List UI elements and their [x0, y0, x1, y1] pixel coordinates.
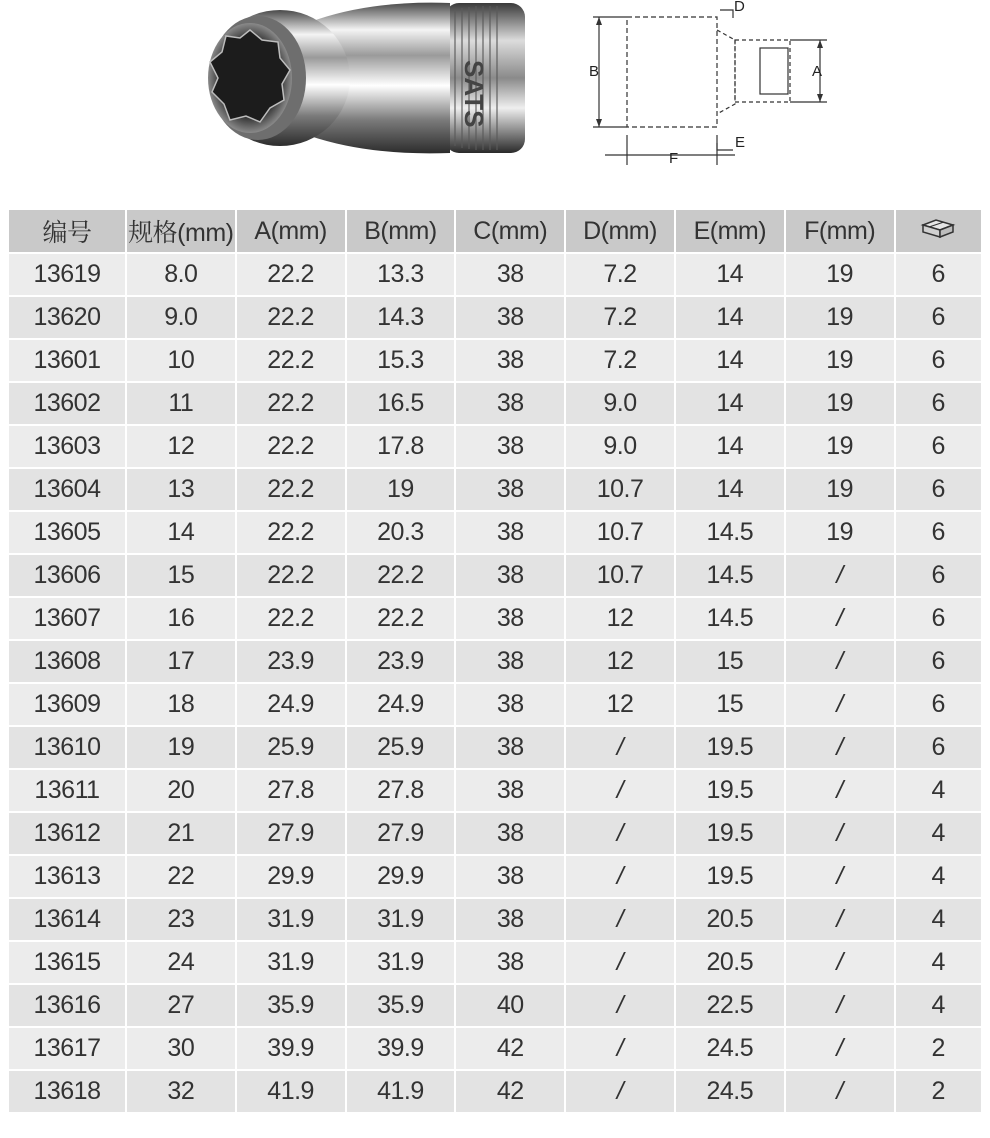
cell-f: /	[786, 985, 894, 1026]
cell-size: 23	[127, 899, 235, 940]
cell-a: 29.9	[237, 856, 345, 897]
cell-part-number: 13616	[9, 985, 125, 1026]
cell-c: 38	[456, 856, 564, 897]
cell-package-qty: 6	[896, 684, 981, 725]
cell-a: 23.9	[237, 641, 345, 682]
cell-package-qty: 4	[896, 985, 981, 1026]
table-row	[9, 856, 981, 897]
cell-a: 39.9	[237, 1028, 345, 1069]
cell-size: 14	[127, 512, 235, 553]
cell-a: 22.2	[237, 254, 345, 295]
cell-package-qty: 4	[896, 856, 981, 897]
cell-b: 27.9	[347, 813, 455, 854]
cell-part-number: 13611	[9, 770, 125, 811]
cell-size: 19	[127, 727, 235, 768]
cell-size: 30	[127, 1028, 235, 1069]
cell-e: 19.5	[676, 856, 784, 897]
cell-b: 15.3	[347, 340, 455, 381]
table-row	[9, 383, 981, 424]
cell-e: 15	[676, 641, 784, 682]
table-row	[9, 297, 981, 338]
cell-size: 10	[127, 340, 235, 381]
table-header-row	[9, 210, 981, 252]
cell-f: 19	[786, 469, 894, 510]
table-row	[9, 512, 981, 553]
cell-d: 7.2	[566, 254, 674, 295]
cell-part-number: 13618	[9, 1071, 125, 1112]
header-e: E(mm)	[676, 210, 784, 252]
cell-c: 40	[456, 985, 564, 1026]
cell-d: 9.0	[566, 426, 674, 467]
cell-part-number: 13601	[9, 340, 125, 381]
cell-c: 38	[456, 684, 564, 725]
cell-c: 38	[456, 641, 564, 682]
cell-size: 9.0	[127, 297, 235, 338]
cell-d: 12	[566, 684, 674, 725]
cell-c: 38	[456, 512, 564, 553]
cell-package-qty: 6	[896, 426, 981, 467]
dim-label-d: D	[734, 0, 745, 15]
cell-c: 38	[456, 555, 564, 596]
cell-f: 19	[786, 383, 894, 424]
cell-part-number: 13615	[9, 942, 125, 983]
cell-d: 7.2	[566, 340, 674, 381]
cell-a: 22.2	[237, 598, 345, 639]
cell-b: 29.9	[347, 856, 455, 897]
cell-part-number: 13619	[9, 254, 125, 295]
cell-a: 31.9	[237, 899, 345, 940]
cell-b: 23.9	[347, 641, 455, 682]
cell-f: /	[786, 1028, 894, 1069]
cell-package-qty: 6	[896, 555, 981, 596]
cell-e: 20.5	[676, 899, 784, 940]
cell-e: 14	[676, 297, 784, 338]
cell-e: 19.5	[676, 813, 784, 854]
header-package-qty	[896, 210, 981, 252]
table-row	[9, 813, 981, 854]
cell-f: 19	[786, 340, 894, 381]
cell-size: 12	[127, 426, 235, 467]
table-row	[9, 770, 981, 811]
cell-c: 42	[456, 1028, 564, 1069]
cell-f: /	[786, 598, 894, 639]
cell-f: /	[786, 1071, 894, 1112]
cell-e: 22.5	[676, 985, 784, 1026]
table-row	[9, 426, 981, 467]
table-row	[9, 1071, 981, 1112]
cell-f: /	[786, 727, 894, 768]
cell-package-qty: 4	[896, 813, 981, 854]
cell-package-qty: 6	[896, 297, 981, 338]
cell-e: 14	[676, 340, 784, 381]
cell-f: 19	[786, 297, 894, 338]
cell-f: /	[786, 813, 894, 854]
svg-text:SATS: SATS	[459, 60, 489, 128]
cell-part-number: 13620	[9, 297, 125, 338]
socket-product-image	[190, 0, 530, 160]
cell-d: /	[566, 1071, 674, 1112]
cell-a: 25.9	[237, 727, 345, 768]
header-part-number: 编号	[9, 210, 125, 252]
cell-b: 25.9	[347, 727, 455, 768]
cell-e: 14.5	[676, 598, 784, 639]
cell-c: 38	[456, 899, 564, 940]
cell-part-number: 13605	[9, 512, 125, 553]
cell-size: 20	[127, 770, 235, 811]
cell-b: 31.9	[347, 899, 455, 940]
cell-b: 13.3	[347, 254, 455, 295]
cell-part-number: 13612	[9, 813, 125, 854]
cell-package-qty: 4	[896, 770, 981, 811]
cell-b: 16.5	[347, 383, 455, 424]
cell-c: 38	[456, 254, 564, 295]
cell-d: /	[566, 770, 674, 811]
cell-size: 24	[127, 942, 235, 983]
cell-a: 22.2	[237, 555, 345, 596]
cell-e: 14.5	[676, 512, 784, 553]
cell-size: 11	[127, 383, 235, 424]
table-row	[9, 598, 981, 639]
table-row	[9, 1028, 981, 1069]
cell-c: 38	[456, 598, 564, 639]
cell-e: 14.5	[676, 555, 784, 596]
cell-package-qty: 2	[896, 1028, 981, 1069]
cell-a: 22.2	[237, 340, 345, 381]
cell-a: 22.2	[237, 469, 345, 510]
cell-a: 35.9	[237, 985, 345, 1026]
cell-part-number: 13613	[9, 856, 125, 897]
cell-f: 19	[786, 426, 894, 467]
cell-a: 22.2	[237, 426, 345, 467]
table-row	[9, 985, 981, 1026]
cell-part-number: 13604	[9, 469, 125, 510]
cell-package-qty: 4	[896, 899, 981, 940]
cell-d: 7.2	[566, 297, 674, 338]
socket-spec-table	[7, 208, 983, 1114]
cell-c: 38	[456, 727, 564, 768]
cell-f: 19	[786, 254, 894, 295]
cell-part-number: 13608	[9, 641, 125, 682]
header-f: F(mm)	[786, 210, 894, 252]
cell-c: 38	[456, 297, 564, 338]
cell-e: 24.5	[676, 1071, 784, 1112]
package-box-icon	[920, 217, 956, 239]
header-b: B(mm)	[347, 210, 455, 252]
cell-b: 27.8	[347, 770, 455, 811]
cell-d: 10.7	[566, 512, 674, 553]
cell-c: 38	[456, 469, 564, 510]
cell-e: 20.5	[676, 942, 784, 983]
cell-size: 16	[127, 598, 235, 639]
cell-package-qty: 2	[896, 1071, 981, 1112]
cell-f: /	[786, 555, 894, 596]
cell-size: 13	[127, 469, 235, 510]
cell-package-qty: 4	[896, 942, 981, 983]
cell-e: 14	[676, 254, 784, 295]
cell-d: /	[566, 1028, 674, 1069]
cell-size: 21	[127, 813, 235, 854]
cell-a: 27.9	[237, 813, 345, 854]
cell-d: /	[566, 985, 674, 1026]
cell-size: 17	[127, 641, 235, 682]
cell-a: 22.2	[237, 297, 345, 338]
cell-part-number: 13614	[9, 899, 125, 940]
dim-label-e: E	[735, 134, 746, 151]
table-row	[9, 727, 981, 768]
cell-b: 35.9	[347, 985, 455, 1026]
cell-d: /	[566, 856, 674, 897]
cell-c: 38	[456, 770, 564, 811]
header-size: 规格(mm)	[127, 210, 235, 252]
cell-d: 12	[566, 598, 674, 639]
cell-e: 24.5	[676, 1028, 784, 1069]
cell-part-number: 13607	[9, 598, 125, 639]
header-a: A(mm)	[237, 210, 345, 252]
cell-package-qty: 6	[896, 727, 981, 768]
cell-size: 15	[127, 555, 235, 596]
cell-part-number: 13617	[9, 1028, 125, 1069]
cell-f: /	[786, 899, 894, 940]
cell-size: 18	[127, 684, 235, 725]
cell-b: 20.3	[347, 512, 455, 553]
cell-part-number: 13606	[9, 555, 125, 596]
cell-e: 19.5	[676, 770, 784, 811]
table-row	[9, 899, 981, 940]
cell-package-qty: 6	[896, 469, 981, 510]
cell-b: 22.2	[347, 598, 455, 639]
cell-part-number: 13603	[9, 426, 125, 467]
cell-size: 22	[127, 856, 235, 897]
cell-c: 38	[456, 426, 564, 467]
table-row	[9, 942, 981, 983]
cell-c: 38	[456, 340, 564, 381]
cell-package-qty: 6	[896, 512, 981, 553]
cell-package-qty: 6	[896, 598, 981, 639]
cell-b: 24.9	[347, 684, 455, 725]
table-row	[9, 254, 981, 295]
cell-b: 14.3	[347, 297, 455, 338]
cell-f: 19	[786, 512, 894, 553]
cell-package-qty: 6	[896, 340, 981, 381]
cell-a: 22.2	[237, 383, 345, 424]
cell-a: 27.8	[237, 770, 345, 811]
table-row	[9, 684, 981, 725]
cell-d: 12	[566, 641, 674, 682]
cell-b: 41.9	[347, 1071, 455, 1112]
table-row	[9, 555, 981, 596]
product-header	[0, 0, 990, 205]
dim-label-f: F	[669, 150, 679, 167]
cell-f: /	[786, 684, 894, 725]
dimension-diagram	[585, 0, 835, 175]
cell-e: 14	[676, 469, 784, 510]
cell-size: 32	[127, 1071, 235, 1112]
cell-c: 38	[456, 813, 564, 854]
header-d: D(mm)	[566, 210, 674, 252]
cell-e: 15	[676, 684, 784, 725]
cell-part-number: 13602	[9, 383, 125, 424]
cell-package-qty: 6	[896, 254, 981, 295]
cell-e: 19.5	[676, 727, 784, 768]
cell-e: 14	[676, 426, 784, 467]
cell-d: /	[566, 727, 674, 768]
cell-b: 39.9	[347, 1028, 455, 1069]
dim-label-b: B	[589, 63, 600, 80]
cell-d: 10.7	[566, 469, 674, 510]
cell-c: 38	[456, 383, 564, 424]
cell-b: 22.2	[347, 555, 455, 596]
cell-size: 27	[127, 985, 235, 1026]
header-c: C(mm)	[456, 210, 564, 252]
cell-package-qty: 6	[896, 641, 981, 682]
cell-f: /	[786, 641, 894, 682]
cell-part-number: 13609	[9, 684, 125, 725]
cell-b: 31.9	[347, 942, 455, 983]
table-row	[9, 641, 981, 682]
dim-label-a: A	[812, 63, 823, 80]
cell-a: 24.9	[237, 684, 345, 725]
cell-d: 9.0	[566, 383, 674, 424]
cell-f: /	[786, 856, 894, 897]
cell-d: /	[566, 813, 674, 854]
cell-a: 41.9	[237, 1071, 345, 1112]
table-row	[9, 340, 981, 381]
cell-size: 8.0	[127, 254, 235, 295]
cell-c: 38	[456, 942, 564, 983]
cell-d: /	[566, 942, 674, 983]
cell-d: 10.7	[566, 555, 674, 596]
cell-c: 42	[456, 1071, 564, 1112]
cell-b: 19	[347, 469, 455, 510]
cell-a: 22.2	[237, 512, 345, 553]
cell-e: 14	[676, 383, 784, 424]
cell-b: 17.8	[347, 426, 455, 467]
cell-d: /	[566, 899, 674, 940]
cell-package-qty: 6	[896, 383, 981, 424]
cell-a: 31.9	[237, 942, 345, 983]
table-row	[9, 469, 981, 510]
cell-f: /	[786, 770, 894, 811]
cell-part-number: 13610	[9, 727, 125, 768]
cell-f: /	[786, 942, 894, 983]
